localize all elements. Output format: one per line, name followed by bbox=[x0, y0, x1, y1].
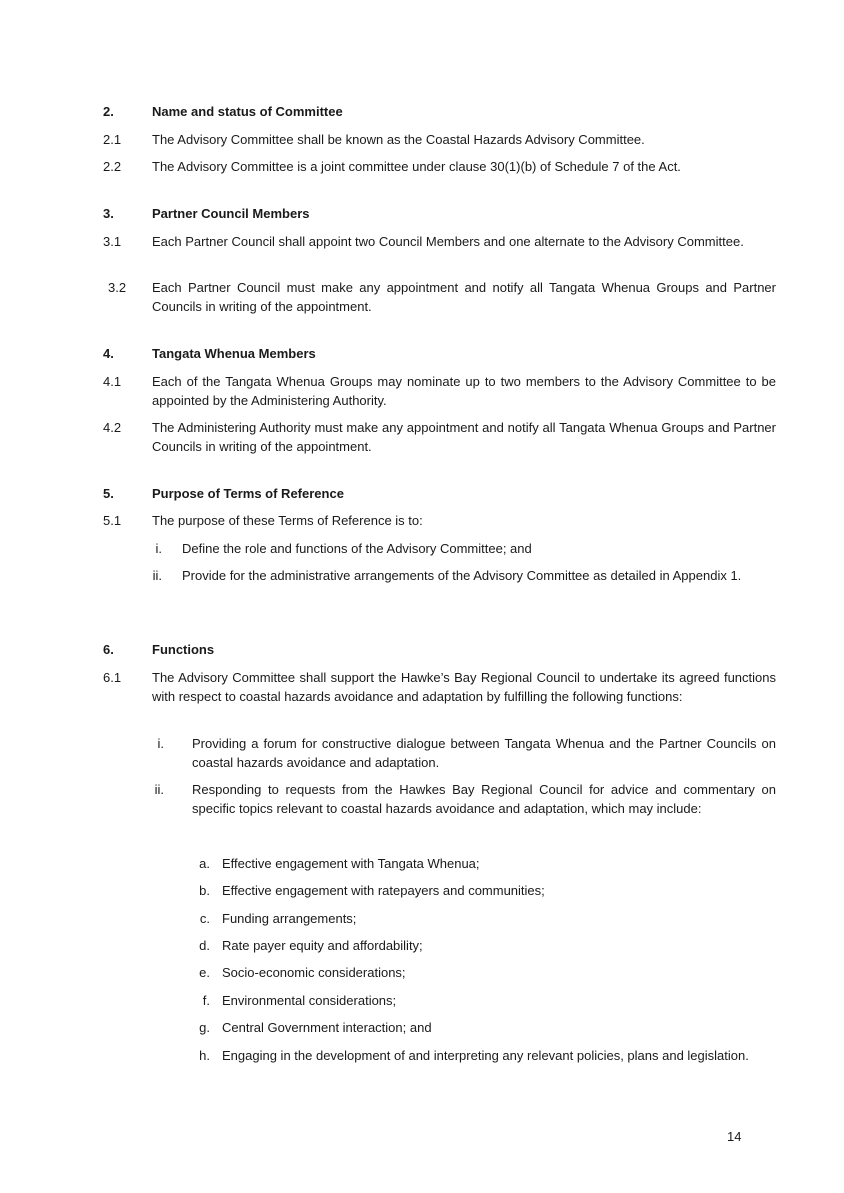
clause-text: The Advisory Committee is a joint committee under clause 30(1)(b) of Schedule 7 of the Act. bbox=[152, 159, 681, 174]
sub-list-item-text: Effective engagement with Tangata Whenua; bbox=[222, 856, 480, 871]
clause-text: Each of the Tangata Whenua Groups may nominate up to two members to the Advisory Committee to be appointed by the Administering Authority. bbox=[152, 374, 776, 408]
section-title: Functions bbox=[152, 642, 215, 657]
section-title: Partner Council Members bbox=[152, 206, 310, 221]
list-marker: i. bbox=[157, 736, 164, 751]
list-marker: i. bbox=[155, 541, 162, 556]
section-number: 6. bbox=[103, 642, 114, 657]
clause-text: The Administering Authority must make any appointment and notify all Tangata Whenua Groups and Partner Councils in writing of the appointment. bbox=[152, 420, 776, 454]
clause-text: The Advisory Committee shall be known as the Coastal Hazards Advisory Committee. bbox=[152, 132, 645, 147]
clause-number: 3.1 bbox=[103, 234, 122, 249]
sub-list-item-text: Environmental considerations; bbox=[222, 993, 397, 1008]
clause-number: 5.1 bbox=[103, 513, 122, 528]
section-number: 5. bbox=[103, 486, 114, 501]
list-item-text: Responding to requests from the Hawkes Bay Regional Council for advice and commentary on specific topics relevant to coastal hazards avoidance and adaptation, which may include: bbox=[192, 782, 776, 816]
sub-list-marker: a. bbox=[199, 856, 210, 871]
sub-list-item-text: Central Government interaction; and bbox=[222, 1020, 432, 1035]
sub-list-item-text: Engaging in the development of and interpreting any relevant policies, plans and legislation. bbox=[222, 1048, 749, 1063]
sub-list-item-text: Effective engagement with ratepayers and communities; bbox=[222, 883, 545, 898]
sub-list-item-text: Funding arrangements; bbox=[222, 911, 357, 926]
section-number: 3. bbox=[103, 206, 114, 221]
list-item-text: Providing a forum for constructive dialogue between Tangata Whenua and the Partner Councils on coastal hazards avoidance and adaptation. bbox=[192, 736, 776, 770]
list-item-text: Define the role and functions of the Advisory Committee; and bbox=[182, 541, 532, 556]
clause-number: 3.2 bbox=[108, 280, 127, 295]
sub-list-marker: c. bbox=[199, 911, 210, 926]
page-number: 14 bbox=[727, 1129, 742, 1144]
clause-number: 4.1 bbox=[103, 374, 122, 389]
sub-list-marker: h. bbox=[199, 1048, 210, 1063]
sub-list-marker: d. bbox=[199, 938, 210, 953]
clause-number: 2.2 bbox=[103, 159, 122, 174]
sub-list-marker: g. bbox=[199, 1020, 210, 1035]
sub-list-item-text: Rate payer equity and affordability; bbox=[222, 938, 423, 953]
clause-text: Each Partner Council must make any appointment and notify all Tangata Whenua Groups and Partner Councils in writing of the appointment. bbox=[152, 280, 776, 314]
clause-number: 4.2 bbox=[103, 420, 122, 435]
clause-text: Each Partner Council shall appoint two Council Members and one alternate to the Advisory Committee. bbox=[152, 234, 744, 249]
sub-list-marker: e. bbox=[199, 965, 210, 980]
clause-number: 6.1 bbox=[103, 670, 122, 685]
list-marker: ii. bbox=[154, 782, 164, 797]
section-title: Tangata Whenua Members bbox=[152, 346, 316, 361]
clause-text: The Advisory Committee shall support the Hawke’s Bay Regional Council to undertake its agreed functions with respect to coastal hazards avoidance and adaptation by fulfilling the following functions: bbox=[152, 670, 776, 704]
section-title: Purpose of Terms of Reference bbox=[152, 486, 344, 501]
sub-list-marker: b. bbox=[199, 883, 210, 898]
section-number: 2. bbox=[103, 104, 114, 119]
list-marker: ii. bbox=[152, 568, 162, 583]
sub-list-item-text: Socio-economic considerations; bbox=[222, 965, 406, 980]
sub-list-marker: f. bbox=[202, 993, 210, 1008]
list-item-text: Provide for the administrative arrangements of the Advisory Committee as detailed in Appendix 1. bbox=[182, 568, 742, 583]
clause-number: 2.1 bbox=[103, 132, 122, 147]
section-number: 4. bbox=[103, 346, 114, 361]
clause-text: The purpose of these Terms of Reference is to: bbox=[152, 513, 423, 528]
section-title: Name and status of Committee bbox=[152, 104, 343, 119]
